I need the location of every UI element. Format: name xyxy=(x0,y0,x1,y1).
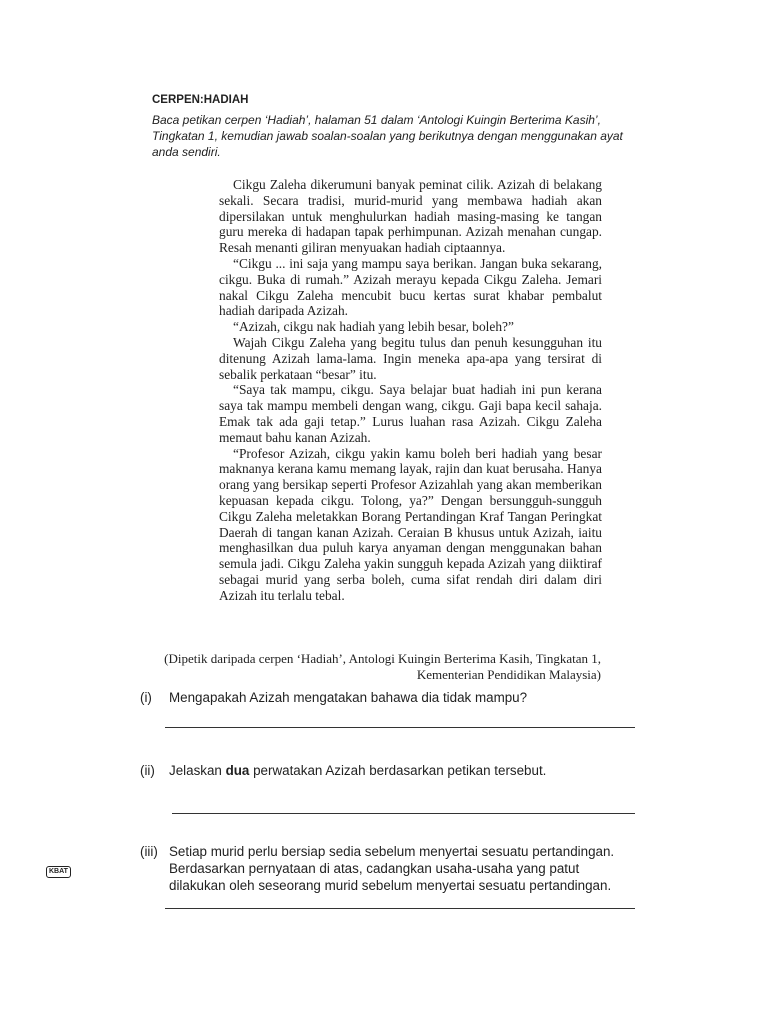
question-text xyxy=(169,762,639,779)
passage-paragraph: Cikgu Zaleha dikerumuni banyak peminat cilik. Azizah di belakang sekali. Secara tradisi, murid-murid yang membawa hadiah akan dipersilakan untuk menghulurkan hadiah masing-masing ke tangan guru mereka di hadapan tapak perhimpunan. Azizah menahan cungap. Resah menanti giliran menyuakan hadiah ciptaannya. xyxy=(219,177,602,256)
question-number: (iii) xyxy=(140,844,158,859)
question-text xyxy=(169,689,639,706)
instruction-text: Baca petikan cerpen ‘Hadiah’, halaman 51 dalam ‘Antologi Kuingin Berterima Kasih’, Tingkatan 1, kemudian jawab soalan-soalan yang berikutnya dengan menggunakan ayat anda sendiri. xyxy=(152,113,623,159)
question-number: (i) xyxy=(140,690,152,705)
source-line: Kementerian Pendidikan Malaysia) xyxy=(416,667,601,682)
answer-line[interactable] xyxy=(165,908,635,909)
question-emphasis: dua xyxy=(225,763,250,778)
question-text-part: perwatakan Azizah berdasarkan petikan tersebut. xyxy=(249,763,547,778)
answer-line[interactable] xyxy=(165,727,635,728)
question-text-part: Setiap murid perlu bersiap sedia sebelum menyertai sesuatu pertandingan. Berdasarkan pernyataan di atas, cadangkan usaha-usaha yang patut dilakukan oleh seseorang murid sebelum menyertai sesuatu pertandingan. xyxy=(169,844,615,893)
story-passage xyxy=(219,177,602,604)
section-title: CERPEN:HADIAH xyxy=(152,94,249,106)
passage-paragraph: “Profesor Azizah, cikgu yakin kamu boleh beri hadiah yang besar maknanya kerana kamu memang layak, rajin dan kuat berusaha. Hanya orang yang bersikap seperti Profesor Azizahlah yang akan memberikan kepuasan kepada cikgu. Tolong, ya?” Dengan bersungguh-sungguh Cikgu Zaleha meletakkan Borang Pertandingan Kraf Tangan Peringkat Daerah di tangan kanan Azizah. Ceraian B khusus untuk Azizah, iaitu menghasilkan dua puluh karya anyaman dengan menggunakan bahan semula jadi. Cikgu Zaleha yakin sungguh kepada Azizah yang diiktiraf sebagai murid yang serba boleh, cuma sifat rendah diri dalam diri Azizah itu terlalu tebal. xyxy=(219,445,602,603)
kbat-badge: KBAT xyxy=(46,866,71,878)
passage-paragraph: “Saya tak mampu, cikgu. Saya belajar buat hadiah ini pun kerana saya tak mampu membeli dengan wang, cikgu. Gaji bapa kecil sahaja. Emak tak ada gaji tetap.” Lurus luahan rasa Azizah. Cikgu Zaleha memaut bahu kanan Azizah. xyxy=(219,382,602,445)
passage-paragraph: “Azizah, cikgu nak hadiah yang lebih besar, boleh?” xyxy=(233,319,514,335)
question-text-part: Mengapakah Azizah mengatakan bahawa dia tidak mampu? xyxy=(169,690,528,705)
question-text-part: Jelaskan xyxy=(169,763,226,778)
question-text xyxy=(169,843,639,894)
source-citation xyxy=(130,651,601,683)
answer-line[interactable] xyxy=(172,813,635,814)
question-number: (ii) xyxy=(140,763,155,778)
passage-paragraph: Wajah Cikgu Zaleha yang begitu tulus dan penuh kesungguhan itu ditenung Azizah lama-lama. Ingin meneka apa-apa yang tersirat di sebalik perkataan “besar” itu. xyxy=(219,334,602,382)
source-line: (Dipetik daripada cerpen ‘Hadiah’, Antologi Kuingin Berterima Kasih, Tingkatan 1, xyxy=(164,651,601,666)
passage-paragraph: “Cikgu ... ini saja yang mampu saya berikan. Jangan buka sekarang, cikgu. Buka di rumah.” Azizah merayu kepada Cikgu Zaleha. Jemari nakal Cikgu Zaleha mencubit bucu kertas surat khabar pembalut hadiah daripada Azizah. xyxy=(219,255,602,319)
